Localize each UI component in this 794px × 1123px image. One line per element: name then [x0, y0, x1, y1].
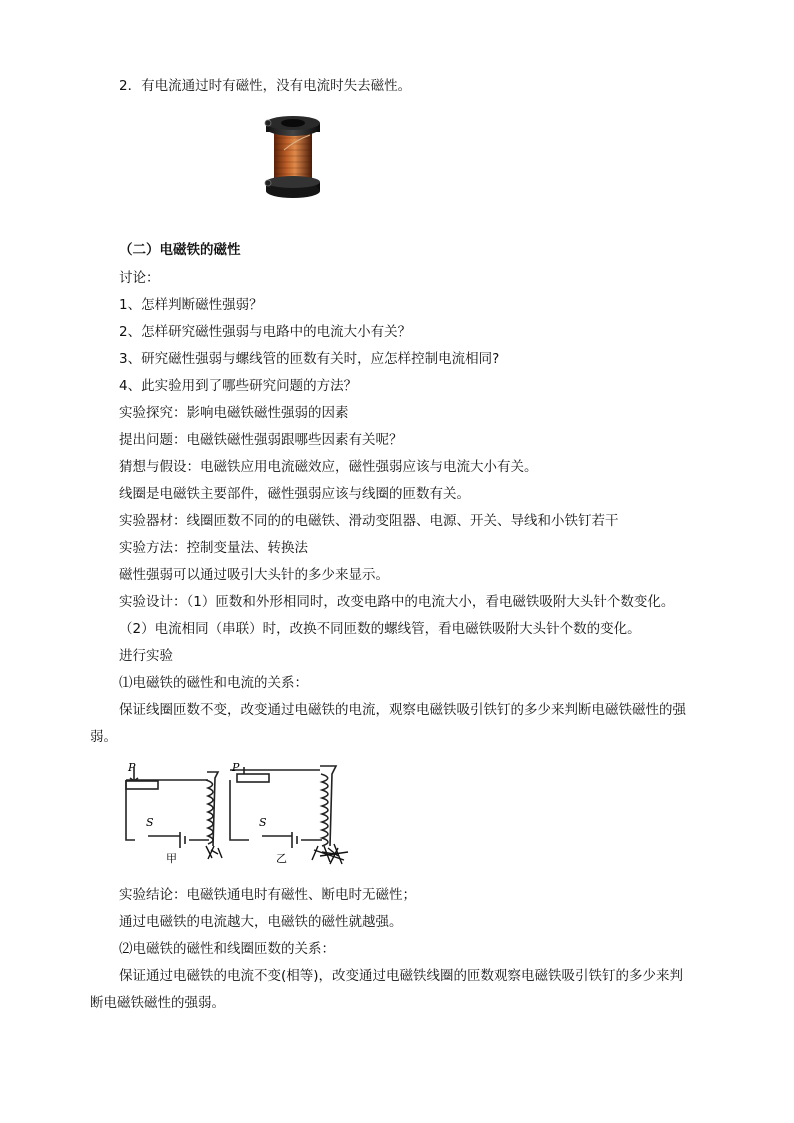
paragraph: 断电磁铁磁性的强弱。 — [90, 995, 225, 1011]
label-s2: S — [259, 816, 267, 829]
paragraph: 猜想与假设：电磁铁应用电流磁效应，磁性强弱应该与电流大小有关。 — [119, 459, 538, 475]
question-item: 1、怎样判断磁性强弱？ — [119, 297, 263, 313]
paragraph: ⑴电磁铁的磁性和电流的关系： — [119, 675, 308, 691]
circuit-diagram — [108, 762, 368, 874]
section-heading: （二）电磁铁的磁性 — [119, 242, 241, 258]
label-p1: P — [128, 762, 136, 774]
discussion-label: 讨论： — [119, 270, 160, 286]
paragraph: 保证通过电磁铁的电流不变(相等)，改变通过电磁铁线圈的匝数观察电磁铁吸引铁钉的多少来判 — [119, 968, 684, 984]
question-item: 2、怎样研究磁性强弱与电路中的电流大小有关？ — [119, 324, 412, 340]
paragraph: 保证线圈匝数不变，改变通过电磁铁的电流，观察电磁铁吸引铁钉的多少来判断电磁铁磁性的强 — [119, 702, 686, 718]
label-yi: 乙 — [276, 852, 287, 865]
label-s1: S — [146, 816, 154, 829]
paragraph: （2）电流相同（串联）时，改换不同匝数的螺线管，看电磁铁吸附大头针个数的变化。 — [119, 621, 641, 637]
question-item: 4、此实验用到了哪些研究问题的方法？ — [119, 378, 358, 394]
paragraph: 实验器材：线圈匝数不同的的电磁铁、滑动变阻器、电源、开关、导线和小铁钉若干 — [119, 513, 619, 529]
question-item: 3、研究磁性强弱与螺线管的匝数有关时，应怎样控制电流相同? — [119, 351, 500, 367]
paragraph: 弱。 — [90, 729, 117, 745]
label-p2: P — [232, 762, 240, 774]
paragraph: ⑵电磁铁的磁性和线圈匝数的关系： — [119, 941, 335, 957]
paragraph: 实验探究：影响电磁铁磁性强弱的因素 — [119, 405, 349, 421]
paragraph: 提出问题：电磁铁磁性强弱跟哪些因素有关呢？ — [119, 432, 403, 448]
paragraph: 进行实验 — [119, 648, 173, 664]
paragraph: 通过电磁铁的电流越大，电磁铁的磁性就越强。 — [119, 914, 403, 930]
label-jia: 甲 — [166, 852, 177, 865]
paragraph: 2．有电流通过时有磁性，没有电流时失去磁性。 — [119, 78, 412, 94]
paragraph: 磁性强弱可以通过吸引大头针的多少来显示。 — [119, 567, 389, 583]
paragraph: 线圈是电磁铁主要部件，磁性强弱应该与线圈的匝数有关。 — [119, 486, 470, 502]
paragraph: 实验方法：控制变量法、转换法 — [119, 540, 308, 556]
solenoid-coil-image — [262, 110, 324, 198]
paragraph: 实验结论：电磁铁通电时有磁性、断电时无磁性； — [119, 887, 416, 903]
paragraph: 实验设计：（1）匝数和外形相同时，改变电路中的电流大小，看电磁铁吸附大头针个数变化。 — [119, 594, 675, 610]
